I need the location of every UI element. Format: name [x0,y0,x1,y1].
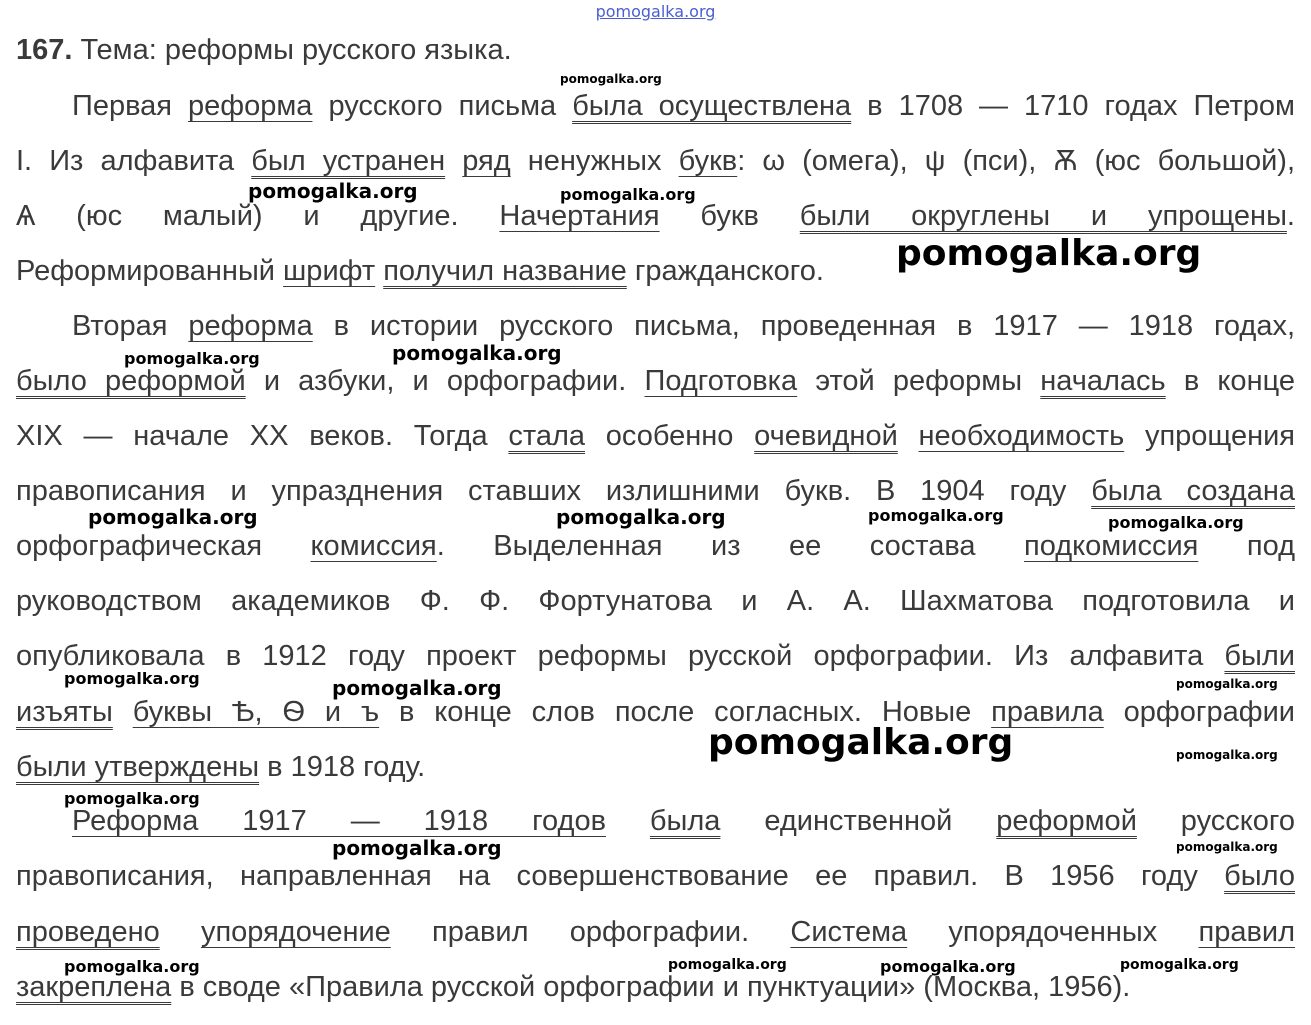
watermark: pomogalka.org [392,341,562,365]
text-segment: этой реформы [797,365,1041,397]
text-segment: орфографии [1103,696,1295,728]
text-segment: в истории русского письма, проведенная в 1917 — 1918 годах, [312,310,1295,342]
text-line [16,416,1295,456]
exercise-heading [16,30,512,70]
text-segment [375,255,383,287]
text-line [16,526,1295,566]
text-segment: правописания, направленная на совершенствование ее правил. В 1956 году [16,860,1225,892]
text-segment [113,696,133,728]
text-line [16,86,1295,126]
watermark: pomogalka.org [1176,748,1278,762]
watermark: pomogalka.org [880,957,1016,976]
underlined-subject: Подготовка [644,365,798,397]
watermark: pomogalka.org [332,676,502,700]
underlined-predicate: было реформой [16,365,246,397]
underlined-subject: правила [991,696,1104,728]
text-segment: I. Из алфавита [16,145,252,177]
text-segment: Первая [72,90,188,122]
site-link-top[interactable]: pomogalka.org [595,2,716,21]
watermark: pomogalka.org [708,722,1014,763]
text-segment [606,805,650,837]
text-segment: упорядоченных [907,916,1199,948]
text-segment: русского [1136,805,1295,837]
watermark: pomogalka.org [332,836,502,860]
text-line [16,306,1295,346]
watermark: pomogalka.org [868,506,1004,525]
text-segment: Ѧ (юс малый) и другие. [16,200,500,232]
watermark: pomogalka.org [1176,840,1278,854]
underlined-subject: комиссия [310,530,437,562]
underlined-subject: шрифт [283,255,376,287]
watermark: pomogalka.org [896,233,1202,274]
underlined-predicate: была [649,805,721,837]
text-segment: букв [659,200,800,232]
text-segment: в 1708 — 1710 годах Петром [851,90,1295,122]
watermark: pomogalka.org [1108,513,1244,532]
text-segment: опубликовала в 1912 году проект реформы русской орфографии. Из алфавита [16,640,1225,672]
underlined-subject: необходимость [918,420,1125,452]
underlined-subject: Реформа 1917 — 1918 годов [72,805,606,837]
underlined-predicate: были [1224,640,1295,672]
watermark: pomogalka.org [1176,677,1278,691]
underlined-predicate: была осуществлена [572,90,852,122]
text-segment: в своде «Правила русской орфографии и пунктуации» (Москва, 1956). [171,971,1131,1003]
text-segment: и азбуки, и орфографии. [245,365,645,397]
underlined-predicate: был устранен [251,145,446,177]
underlined-predicate: были округлены и упрощены [799,200,1287,232]
underlined-predicate: была создана [1091,475,1295,507]
underlined-subject: реформа [188,310,313,342]
text-line [16,636,1295,676]
watermark: pomogalka.org [556,505,726,529]
text-segment: . Выделенная из ее состава [436,530,1025,562]
text-line [16,801,1295,841]
underlined-predicate: очевидной [754,420,898,452]
text-segment: ненужных [510,145,679,177]
text-segment [160,916,201,948]
text-line [16,141,1295,181]
text-line [16,692,1295,732]
watermark: pomogalka.org [64,957,200,976]
watermark: pomogalka.org [560,72,662,86]
text-segment: в конце слов после согласных. Новые [379,696,992,728]
underlined-predicate: было [1224,860,1295,892]
watermark: pomogalka.org [560,185,696,204]
underlined-predicate: реформой [996,805,1137,837]
underlined-subject: упорядочение [200,916,391,948]
text-segment: . [1286,200,1295,232]
text-segment: под [1198,530,1295,562]
underlined-predicate: проведено [16,916,160,948]
watermark: pomogalka.org [124,349,260,368]
text-line [16,856,1295,896]
underlined-subject: правил [1198,916,1295,948]
text-segment: в 1918 году. [259,751,426,783]
watermark: pomogalka.org [64,669,200,688]
underlined-predicate: были утверждены [16,751,260,783]
underlined-predicate: закреплена [16,971,172,1003]
underlined-subject: буквы Ѣ, Ѳ и ъ [132,696,380,728]
text-line [16,967,1295,1007]
text-segment: гражданского. [626,255,824,287]
text-segment: Вторая [72,310,189,342]
exercise-title: Тема: реформы русского языка. [80,34,512,66]
underlined-subject: подкомиссия [1024,530,1199,562]
underlined-subject: Система [790,916,908,948]
watermark: pomogalka.org [248,179,418,203]
watermark: pomogalka.org [88,505,258,529]
underlined-predicate: получил название [383,255,627,287]
underlined-subject: букв [678,145,738,177]
underlined-predicate: стала [508,420,586,452]
text-segment: упрощения [1124,420,1295,452]
text-line [16,912,1295,952]
underlined-subject: Начертания [499,200,660,232]
text-segment: орфографическая [16,530,311,562]
text-segment: русского письма [312,90,573,122]
text-segment: единственной [720,805,997,837]
watermark: pomogalka.org [64,789,200,808]
text-segment: : ω (омега), ψ (пси), Ѫ (юс большой), [737,145,1295,177]
text-segment: правил орфографии. [390,916,791,948]
text-segment: особенно [585,420,755,452]
text-segment [445,145,462,177]
text-segment: правописания и упразднения ставших излишними букв. В 1904 году [16,475,1092,507]
underlined-subject: реформа [188,90,313,122]
watermark: pomogalka.org [1120,957,1239,973]
underlined-predicate: началась [1040,365,1166,397]
exercise-number: 167. [16,34,73,66]
text-segment [898,420,919,452]
text-segment: Реформированный [16,255,284,287]
text-line [16,581,1295,621]
text-segment: в конце [1165,365,1295,397]
text-line [16,747,1295,787]
text-segment: руководством академиков Ф. Ф. Фортунатова и А. А. Шахматова подготовила и [16,585,1295,617]
watermark: pomogalka.org [668,957,787,973]
underlined-predicate: изъяты [16,696,113,728]
underlined-subject: ряд [462,145,511,177]
text-segment: XIX — начале XX веков. Тогда [16,420,509,452]
